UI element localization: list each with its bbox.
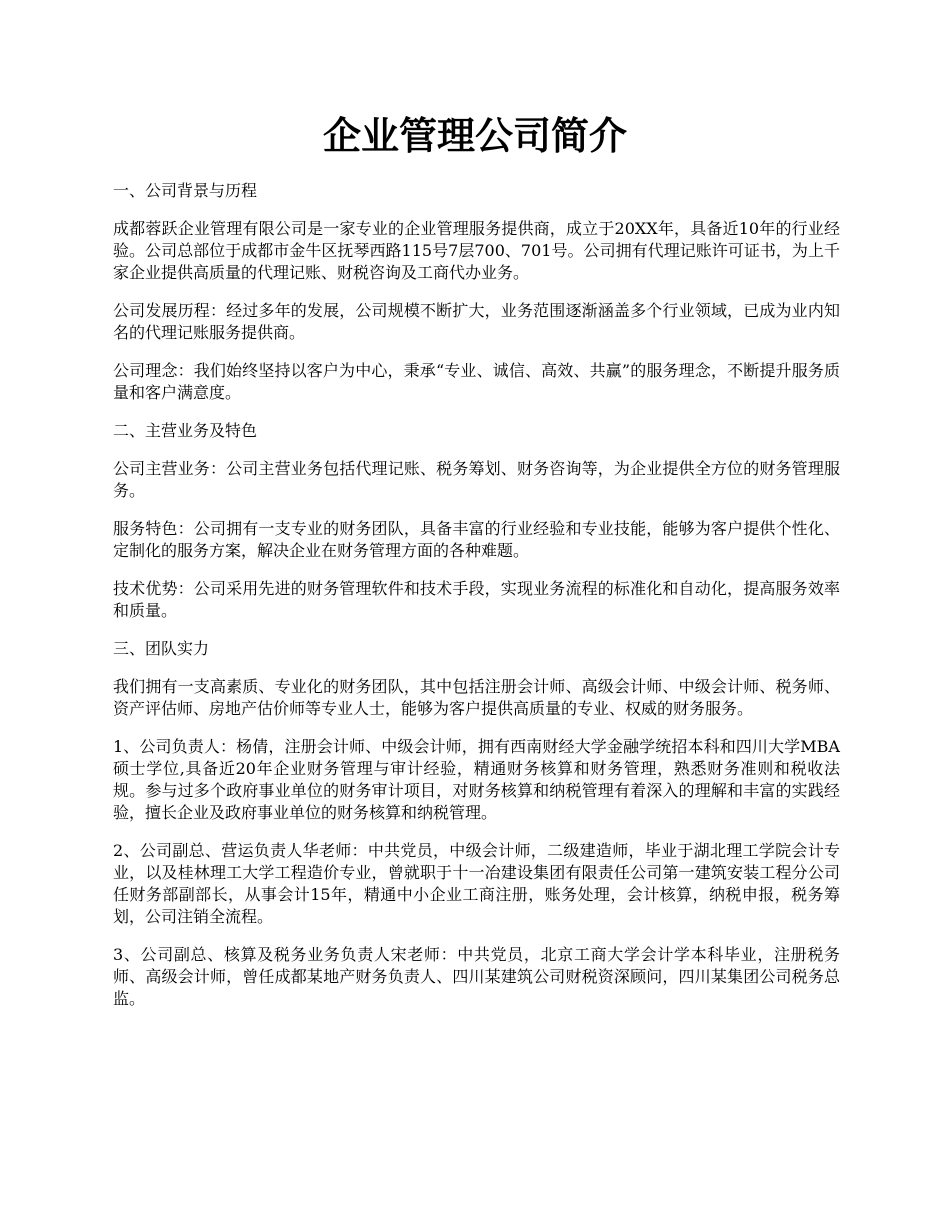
paragraph: 我们拥有一支高素质、专业化的财务团队，其中包括注册会计师、高级会计师、中级会计师、税务师、资产评估师、房地产估价师等专业人士，能够为客户提供高质量的专业、权威的财务服务。 xyxy=(113,677,840,718)
paragraph: 公司主营业务：公司主营业务包括代理记账、税务筹划、财务咨询等，为企业提供全方位的财务管理服务。 xyxy=(113,459,840,500)
document-body xyxy=(113,180,840,1026)
paragraph: 3、公司副总、核算及税务业务负责人宋老师：中共党员，北京工商大学会计学本科毕业，注册税务师、高级会计师，曾任成都某地产财务负责人、四川某建筑公司财税资深顾问，四川某集团公司税务总监。 xyxy=(113,945,840,1008)
section-heading: 二、主营业务及特色 xyxy=(113,421,258,440)
paragraph: 公司发展历程：经过多年的发展，公司规模不断扩大，业务范围逐渐涵盖多个行业领域，已成为业内知名的代理记账服务提供商。 xyxy=(113,301,840,342)
paragraph: 公司理念：我们始终坚持以客户为中心，秉承“专业、诚信、高效、共赢”的服务理念，不断提升服务质量和客户满意度。 xyxy=(113,361,840,402)
section-business xyxy=(113,420,840,622)
section-heading: 一、公司背景与历程 xyxy=(113,181,258,200)
document-title: 企业管理公司简介 xyxy=(322,114,627,158)
paragraph: 成都蓉跃企业管理有限公司是一家专业的企业管理服务提供商，成立于20XX年，具备近10年的行业经验。公司总部位于成都市金牛区抚琴西路115号7层700、701号。公司拥有代理记账许可证书，为上千家企业提供高质量的代理记账、财税咨询及工商代办业务。 xyxy=(113,219,840,282)
section-heading: 三、团队实力 xyxy=(113,639,210,658)
section-background xyxy=(113,180,840,404)
paragraph: 服务特色：公司拥有一支专业的财务团队，具备丰富的行业经验和专业技能，能够为客户提供个性化、定制化的服务方案，解决企业在财务管理方面的各种难题。 xyxy=(113,519,840,560)
section-team xyxy=(113,638,840,1010)
paragraph: 1、公司负责人：杨倩，注册会计师、中级会计师，拥有西南财经大学金融学统招本科和四川大学MBA硕士学位,具备近20年企业财务管理与审计经验，精通财务核算和财务管理，熟悉财务准则和税收法规。参与过多个政府事业单位的财务审计项目，对财务核算和纳税管理有着深入的理解和丰富的实践经验，擅长企业及政府事业单位的财务核算和纳税管理。 xyxy=(113,737,840,822)
paragraph: 2、公司副总、营运负责人华老师：中共党员，中级会计师，二级建造师，毕业于湖北理工学院会计专业，以及桂林理工大学工程造价专业，曾就职于十一冶建设集团有限责任公司第一建筑安装工程分公司任财务部副部长，从事会计15年，精通中小企业工商注册，账务处理，会计核算，纳税申报，税务筹划，公司注销全流程。 xyxy=(113,841,840,926)
paragraph: 技术优势：公司采用先进的财务管理软件和技术手段，实现业务流程的标准化和自动化，提高服务效率和质量。 xyxy=(113,579,840,620)
